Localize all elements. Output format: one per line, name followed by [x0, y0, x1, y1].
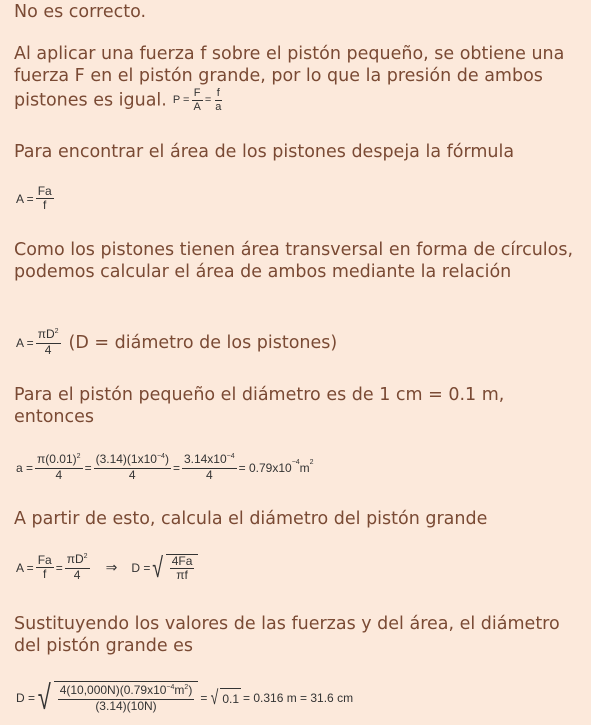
- explanation-pressure: [14, 44, 579, 114]
- final-equation: D = √ $\frac{4(10,000N)(0.79x10^{-4}m^2)}{(3.14)(10N)}$ = √ 0.1 = 0.316 m = 31.6 cm: [16, 679, 354, 717]
- sqrt-symbol-large: √ $\frac{4(10,000N)(0.79x10^{-4}m^2)}{(3.14)(10N)}$: [35, 681, 198, 715]
- large-diameter-text: A partir de esto, calcula el diámetro del pistón grande: [14, 509, 488, 529]
- explanation-pressure-text: Al aplicar una fuerza f sobre el pistón pequeño, se obtiene una fuerza F en el pistón grande, por lo que la presión de ambos pistones es igual.: [14, 44, 565, 111]
- circle-area-equation: A = $\frac{\pi D^2}{4}$ (D = diámetro de los pistones): [16, 327, 338, 357]
- incorrect-text: No es correcto.: [14, 2, 147, 22]
- pressure-equation: P = $\frac{F}{A}$ = $\frac{f}{a}$: [172, 87, 222, 113]
- implies-arrow: ⇒: [105, 559, 118, 575]
- find-area-text: Para encontrar el área de los pistones despeja la fórmula: [14, 142, 515, 162]
- small-piston-text: Para el pistón pequeño el diámetro es de 1 cm = 0.1 m, entonces: [14, 385, 505, 427]
- substitution-text: Sustituyendo los valores de las fuerzas y del área, el diámetro del pistón grande es: [14, 614, 560, 656]
- sqrt-symbol: √ $\frac{4Fa}{\pi f}$: [150, 554, 198, 582]
- diameter-note: (D = diámetro de los pistones): [68, 332, 338, 353]
- small-area-equation: a = $\frac{\pi(0.01)^2}{4}$ = $\frac{(3.14)(1x10^{-4})}{4}$ = $\frac{3.14x10^{-4}}{4}$ = 0.79x10 −4 m 2: [16, 452, 314, 482]
- circle-area-text: Como los pistones tienen área transversal en forma de círculos, podemos calcular el área de ambos mediante la relación: [14, 240, 574, 282]
- area-equation: A = $\frac{Fa}{f}$: [16, 184, 52, 212]
- diameter-equation: A = $\frac{Fa}{f}$ = $\frac{\pi D^2}{4}$ ⇒ D = √ $\frac{4Fa}{\pi f}$: [16, 553, 198, 582]
